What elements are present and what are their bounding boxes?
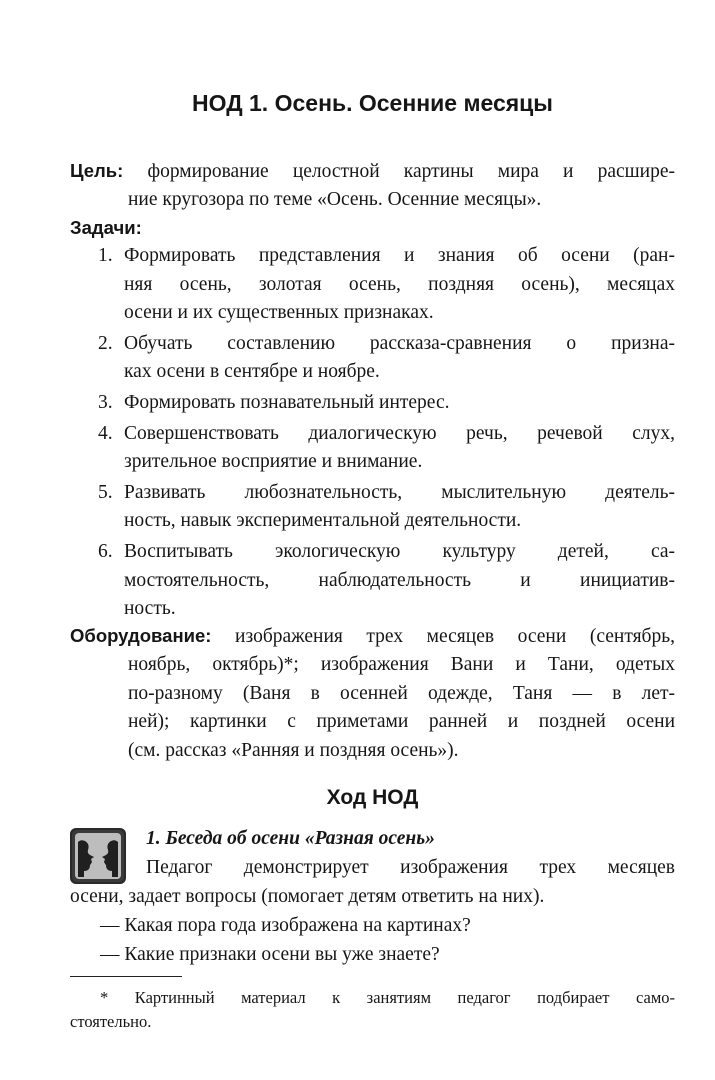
footnote <box>70 986 675 1034</box>
section-paragraph <box>146 854 675 883</box>
dialogue-lines <box>100 912 675 969</box>
dialogue-line: — Какая пора года изображена на картинах? <box>100 915 471 936</box>
goal-text-2: ние кругозора по теме «Осень. Осенние месяцы». <box>128 189 542 210</box>
section-paragraph-cont <box>70 883 675 912</box>
footnote-line: * Картинный материал к занятиям педагог подбирает само- <box>100 988 675 1007</box>
list-item <box>98 330 675 387</box>
task-number: 3. <box>98 391 113 413</box>
tasks-heading <box>70 214 142 244</box>
task-number: 5. <box>98 481 113 503</box>
task-line: ках осени в сентябре и ноябре. <box>124 361 380 383</box>
equipment-label: Оборудование: <box>70 625 212 646</box>
task-number: 6. <box>98 540 113 562</box>
dialogue-line: — Какие признаки осени вы уже знаете? <box>100 943 440 965</box>
task-number: 4. <box>98 422 113 444</box>
equipment-line: (см. рассказ «Ранняя и поздняя осень»). <box>128 739 459 761</box>
goal-line-1 <box>70 157 675 187</box>
section-line: Педагог демонстрирует изображения трех месяцев <box>146 857 675 878</box>
equipment-paragraph-cont <box>128 651 675 765</box>
task-line: няя осень, золотая осень, поздняя осень), месяцах <box>124 273 675 295</box>
section-heading: Ход НОД <box>326 786 419 809</box>
equipment-line: по-разному (Ваня в осенней одежде, Таня — в лет- <box>128 682 675 704</box>
task-line: Формировать познавательный интерес. <box>124 391 450 413</box>
equipment-line: ней); картинки с приметами ранней и поздней осени <box>128 711 675 733</box>
list-item <box>98 538 675 624</box>
conversation-icon <box>70 828 126 884</box>
list-item <box>98 242 675 328</box>
list-item <box>98 420 675 477</box>
list-item <box>98 479 675 536</box>
task-line: Воспитывать экологическую культуру детей, са- <box>124 540 675 562</box>
task-line: ность, навык экспериментальной деятельности. <box>124 510 522 532</box>
task-line: ность. <box>124 598 176 620</box>
task-number: 1. <box>98 245 113 266</box>
task-line: мостоятельность, наблюдательность и инициатив- <box>124 569 675 591</box>
goal-label: Цель: <box>70 160 124 181</box>
section-subheading: 1. Беседа об осени «Разная осень» <box>146 828 435 849</box>
list-item <box>98 389 675 418</box>
equipment-paragraph <box>70 622 675 652</box>
task-line: осени и их существенных признаках. <box>124 302 434 324</box>
document-page <box>70 0 675 1080</box>
page-title: НОД 1. Осень. Осенние месяцы <box>192 90 553 116</box>
section-line: осени, задает вопросы (помогает детям ответить на них). <box>70 886 545 907</box>
footnote-divider <box>70 976 182 977</box>
goal-text-1: формирование целостной картины мира и расшире- <box>147 161 676 182</box>
task-number: 2. <box>98 332 113 354</box>
equipment-text: изображения трех месяцев осени (сентябрь, <box>235 626 675 647</box>
task-list <box>98 242 675 626</box>
equipment-line: ноябрь, октябрь)*; изображения Вани и Тани, одетых <box>128 654 675 675</box>
task-line: зрительное восприятие и внимание. <box>124 451 423 473</box>
footnote-line: стоятельно. <box>70 1012 152 1031</box>
task-line: Совершенствовать диалогическую речь, речевой слух, <box>124 422 675 444</box>
goal-paragraph <box>70 157 675 187</box>
task-line: Развивать любознательность, мыслительную деятель- <box>124 481 675 503</box>
task-line: Обучать составлению рассказа-сравнения о призна- <box>124 332 675 354</box>
tasks-label: Задачи: <box>70 217 142 238</box>
task-line: Формировать представления и знания об осени (ран- <box>124 245 675 266</box>
equipment-line-1 <box>70 622 675 652</box>
goal-paragraph-cont <box>128 186 675 215</box>
